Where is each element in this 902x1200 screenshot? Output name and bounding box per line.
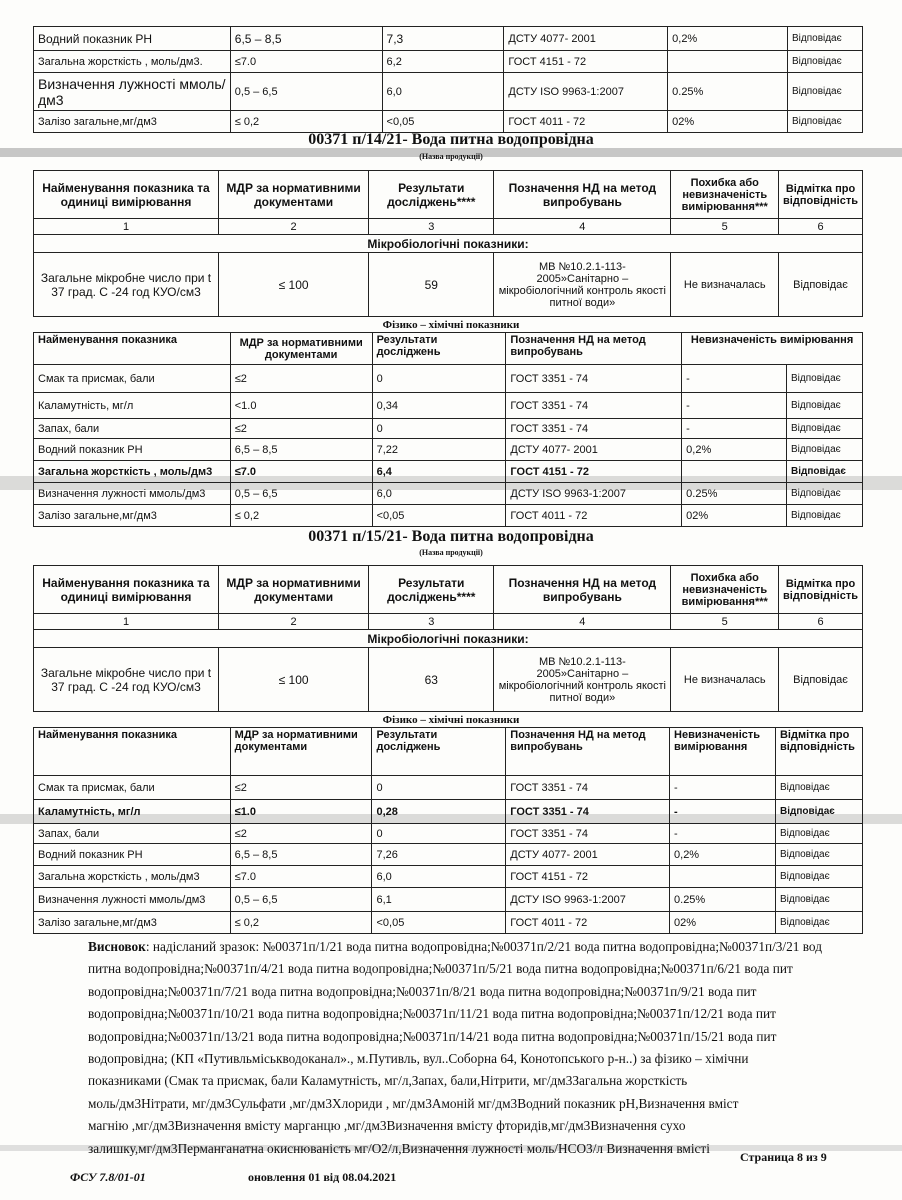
col-number: 3	[369, 614, 494, 630]
phys-label: Фізико – хімічні показники	[382, 714, 520, 726]
phys-table	[33, 332, 863, 527]
cell-mdr: <1.0	[230, 393, 372, 419]
table-row	[34, 888, 863, 912]
conclusion-line-text: : надісланий зразок: №00371п/1/21 вода питна водопровідна;№00371п/2/21 вода питна водопровідна;№00371п/3/21 вод	[145, 939, 822, 954]
cell-uncert: 0.25%	[682, 483, 787, 505]
cell-mark: Відповідає	[775, 776, 862, 800]
cell-uncert: -	[682, 365, 787, 393]
cell-name: Визначення лужності ммоль/дм3	[34, 888, 231, 912]
cell-mdr: 0,5 – 6,5	[230, 888, 372, 912]
cell-mdr: ≤ 0,2	[230, 111, 382, 133]
cell-mark: Відповідає	[787, 419, 863, 439]
cell-result: 6,1	[372, 888, 506, 912]
header-cell: Невизначеність вимірювання	[682, 333, 863, 365]
conclusion-line: магнію ,мг/дм3Визначення вмісту марганцю ,мг/дм3Визначення вмісту фторидів,мг/дм3Визначення сухо	[88, 1118, 686, 1134]
table-row	[34, 824, 863, 844]
cell-uncert: 0,2%	[682, 439, 787, 461]
cell-result: 6,0	[372, 866, 506, 888]
main-results-table	[33, 565, 863, 712]
header-cell: Похибка або невизначеність вимірювання***	[671, 566, 779, 614]
table-header-row	[34, 171, 863, 219]
cell-name: Залізо загальне,мг/дм3	[34, 912, 231, 934]
header-cell: МДР за нормативними документами	[230, 333, 372, 365]
cell-result: 0,28	[372, 800, 506, 824]
cell-mdr: ≤2	[230, 419, 372, 439]
table-row	[34, 461, 863, 483]
cell-mark: Відповідає	[787, 505, 863, 527]
conclusion-line: водопровідна; (КП «Путивльміськводоканал»., м.Путивль, вул..Соборна 64, Конотопського р-н..) за фізико – хімічни	[88, 1051, 749, 1067]
cell-mdr: ≤7.0	[230, 461, 372, 483]
cell-result: <0,05	[372, 912, 506, 934]
cell-name: Залізо загальне,мг/дм3	[34, 505, 231, 527]
cell-method: ГОСТ 3351 - 74	[506, 365, 682, 393]
cell-name: Загальне мікробне число при t 37 град. С -24 год КУО/см3	[34, 648, 219, 712]
cell-mark: Відповідає	[787, 51, 862, 73]
cell-method: ГОСТ 4151 - 72	[506, 461, 682, 483]
cell-result: 7,3	[382, 27, 504, 51]
header-cell: Найменування показника	[34, 728, 231, 776]
cell-mdr: ≤ 0,2	[230, 912, 372, 934]
page-number: Страница 8 из 9	[740, 1150, 827, 1164]
section-label-row	[34, 235, 863, 253]
cell-uncert: Не визначалась	[671, 648, 779, 712]
cell-result: 0	[372, 365, 506, 393]
cell-method: ДСТУ ISO 9963-1:2007	[506, 483, 682, 505]
table-row	[34, 439, 863, 461]
table-row	[34, 866, 863, 888]
header-cell: Результати досліджень****	[369, 566, 494, 614]
cell-result: 7,26	[372, 844, 506, 866]
main-results-table	[33, 170, 863, 317]
cell-mark: Відповідає	[787, 365, 863, 393]
header-cell: МДР за нормативними документами	[230, 728, 372, 776]
cell-mark: Відповідає	[787, 27, 862, 51]
section-subtitle: (Назва продукції)	[419, 548, 483, 557]
conclusion-label: Висновок	[88, 939, 146, 954]
cell-uncert: Не визначалась	[671, 253, 779, 317]
cell-mdr: ≤2	[230, 824, 372, 844]
cell-mdr: ≤7.0	[230, 51, 382, 73]
cell-mark: Відповідає	[779, 253, 863, 317]
header-cell: Відмітка про відповідність	[779, 566, 863, 614]
col-number: 2	[219, 219, 369, 235]
cell-mark: Відповідає	[775, 800, 862, 824]
conclusion-line: водопровідна;№00371п/7/21 вода питна водопровідна;№00371п/8/21 вода питна водопровідна;№00371п/9/21 вода пит	[88, 983, 757, 999]
cell-result: 0	[372, 824, 506, 844]
cell-mdr: 0,5 – 6,5	[230, 73, 382, 111]
cell-name: Залізо загальне,мг/дм3	[34, 111, 231, 133]
table-row	[34, 27, 863, 51]
header-cell: Найменування показника	[34, 333, 231, 365]
cell-name: Загальна жорсткість , моль/дм3	[34, 866, 231, 888]
header-cell: Результати досліджень	[372, 333, 506, 365]
table-header-row	[34, 728, 863, 776]
col-number: 6	[779, 614, 863, 630]
cell-uncert: -	[682, 393, 787, 419]
cell-name: Загальне мікробне число при t 37 град. С -24 год КУО/см3	[34, 253, 219, 317]
cell-uncert: 0,2%	[668, 27, 788, 51]
col-number: 2	[219, 614, 369, 630]
cell-method: ГОСТ 4151 - 72	[504, 51, 668, 73]
cell-mark: Відповідає	[775, 824, 862, 844]
col-number: 6	[779, 219, 863, 235]
cell-result: 59	[369, 253, 494, 317]
col-number: 4	[494, 219, 671, 235]
cell-method: ГОСТ 3351 - 74	[506, 824, 670, 844]
header-cell: Відмітка про відповідність	[779, 171, 863, 219]
cell-mark: Відповідає	[787, 439, 863, 461]
cell-name: Визначення лужності ммоль/дм3	[34, 483, 231, 505]
cell-uncert	[670, 866, 776, 888]
cell-uncert: 02%	[682, 505, 787, 527]
cell-mark: Відповідає	[775, 844, 862, 866]
cell-name: Смак та присмак, бали	[34, 776, 231, 800]
header-cell: Невизначеність вимірювання	[670, 728, 776, 776]
header-cell: Позначення НД на метод випробувань	[506, 728, 670, 776]
conclusion-line: залишку,мг/дм3Перманганатна окиснюваність мг/О2/л,Визначення лужності моль/НСО3/л Визначення вмісті	[88, 1140, 710, 1156]
cell-mdr: ≤1.0	[230, 800, 372, 824]
table-row	[34, 483, 863, 505]
cell-mark: Відповідає	[775, 866, 862, 888]
cell-uncert: -	[670, 776, 776, 800]
header-cell: МДР за нормативними документами	[219, 171, 369, 219]
cell-uncert	[668, 51, 788, 73]
table-row	[34, 505, 863, 527]
cell-method: ДСТУ 4077- 2001	[506, 439, 682, 461]
section-title: 00371 п/15/21- Вода питна водопровідна	[308, 528, 594, 545]
cell-method: ГОСТ 4011 - 72	[506, 912, 670, 934]
cell-uncert: 0,2%	[670, 844, 776, 866]
header-cell: МДР за нормативними документами	[219, 566, 369, 614]
cell-mdr: ≤ 0,2	[230, 505, 372, 527]
cell-mdr: 6,5 – 8,5	[230, 844, 372, 866]
cell-method: ГОСТ 3351 - 74	[506, 393, 682, 419]
cell-result: 7,22	[372, 439, 506, 461]
form-code: ФСУ 7.8/01-01	[70, 1170, 146, 1184]
col-number: 3	[369, 219, 494, 235]
update-note: оновлення 01 від 08.04.2021	[248, 1170, 397, 1184]
cell-result: 63	[369, 648, 494, 712]
cell-mdr: 6,5 – 8,5	[230, 27, 382, 51]
cell-result: 6,4	[372, 461, 506, 483]
cell-mdr: ≤ 100	[219, 253, 369, 317]
cell-name: Загальна жорсткість , моль/дм3.	[34, 51, 231, 73]
table-row	[34, 73, 863, 111]
cell-name: Запах, бали	[34, 419, 231, 439]
header-cell: Позначення НД на метод випробувань	[494, 171, 671, 219]
header-cell: Результати досліджень	[372, 728, 506, 776]
top-results-table	[33, 26, 863, 133]
cell-uncert: -	[682, 419, 787, 439]
table-row	[34, 253, 863, 317]
conclusion-text	[88, 936, 868, 1160]
table-row	[34, 419, 863, 439]
column-number-row	[34, 614, 863, 630]
cell-uncert: 0.25%	[670, 888, 776, 912]
cell-name: Водний показник РН	[34, 439, 231, 461]
header-cell: Похибка або невизначеність вимірювання***	[671, 171, 779, 219]
conclusion-line: показниками (Смак та присмак, бали Каламутність, мг/л,Запах, бали,Нітрити, мг/дм3Загальна жорсткість	[88, 1073, 688, 1089]
cell-name: Запах, бали	[34, 824, 231, 844]
cell-mark: Відповідає	[787, 483, 863, 505]
header-cell: Результати досліджень****	[369, 171, 494, 219]
table-row	[34, 912, 863, 934]
cell-name: Водний показник РН	[34, 844, 231, 866]
cell-uncert: -	[670, 824, 776, 844]
cell-mark: Відповідає	[787, 393, 863, 419]
table-row	[34, 648, 863, 712]
cell-result: 0	[372, 419, 506, 439]
cell-uncert: 02%	[668, 111, 788, 133]
col-number: 4	[494, 614, 671, 630]
table-row	[34, 365, 863, 393]
cell-mdr: ≤2	[230, 776, 372, 800]
cell-mdr: ≤7.0	[230, 866, 372, 888]
micro-label: Мікробіологічні показники:	[34, 630, 863, 648]
header-cell: Позначення НД на метод випробувань	[494, 566, 671, 614]
cell-uncert	[682, 461, 787, 483]
phys-table	[33, 727, 863, 934]
cell-mdr: 6,5 – 8,5	[230, 439, 372, 461]
phys-label: Фізико – хімічні показники	[382, 319, 520, 331]
cell-name: Загальна жорсткість , моль/дм3	[34, 461, 231, 483]
cell-method: МВ №10.2.1-113-2005»Санітарно – мікробіологічний контроль якості питної води»	[494, 253, 671, 317]
table-header-row	[34, 333, 863, 365]
table-row	[34, 111, 863, 133]
cell-method: ДСТУ 4077- 2001	[506, 844, 670, 866]
cell-method: ДСТУ ISO 9963-1:2007	[504, 73, 668, 111]
table-row	[34, 393, 863, 419]
table-row	[34, 844, 863, 866]
header-cell: Позначення НД на метод випробувань	[506, 333, 682, 365]
cell-name: Смак та присмак, бали	[34, 365, 231, 393]
cell-method: МВ №10.2.1-113-2005»Санітарно – мікробіологічний контроль якості питної води»	[494, 648, 671, 712]
col-number: 1	[34, 219, 219, 235]
cell-result: 6,0	[372, 483, 506, 505]
cell-result: 0,34	[372, 393, 506, 419]
conclusion-line: питна водопровідна;№00371п/4/21 вода питна водопровідна;№00371п/5/21 вода питна водопровідна;№00371п/6/21 вода пит	[88, 961, 793, 977]
column-number-row	[34, 219, 863, 235]
cell-name: Визначення лужності ммоль/дм3	[34, 73, 231, 111]
cell-mark: Відповідає	[779, 648, 863, 712]
cell-result: 0	[372, 776, 506, 800]
cell-method: ДСТУ ISO 9963-1:2007	[506, 888, 670, 912]
cell-mark: Відповідає	[775, 912, 862, 934]
cell-result: 6,0	[382, 73, 504, 111]
table-row	[34, 51, 863, 73]
table-row	[34, 776, 863, 800]
cell-uncert: 0.25%	[668, 73, 788, 111]
cell-mdr: ≤2	[230, 365, 372, 393]
conclusion-line: водопровідна;№00371п/13/21 вода питна водопровідна;№00371п/14/21 вода питна водопровідна;№00371п/15/21 вода пит	[88, 1028, 777, 1044]
cell-name: Водний показник РН	[34, 27, 231, 51]
header-cell: Відмітка про відповідність	[775, 728, 862, 776]
table-header-row	[34, 566, 863, 614]
cell-mdr: 0,5 – 6,5	[230, 483, 372, 505]
header-cell: Найменування показника та одиниці вимірювання	[34, 171, 219, 219]
header-cell: Найменування показника та одиниці вимірювання	[34, 566, 219, 614]
cell-name: Каламутність, мг/л	[34, 393, 231, 419]
cell-method: ГОСТ 4011 - 72	[504, 111, 668, 133]
cell-result: <0,05	[382, 111, 504, 133]
conclusion-line: моль/дм3Нітрати, мг/дм3Сульфати ,мг/дм3Хлориди , мг/дм3Амоній мг/дм3Водний показник рН,Визначення вміст	[88, 1095, 739, 1111]
cell-mark: Відповідає	[787, 461, 863, 483]
cell-mark: Відповідає	[787, 73, 862, 111]
cell-result: 6,2	[382, 51, 504, 73]
micro-label: Мікробіологічні показники:	[34, 235, 863, 253]
cell-mark: Відповідає	[787, 111, 862, 133]
cell-method: ГОСТ 4011 - 72	[506, 505, 682, 527]
col-number: 1	[34, 614, 219, 630]
cell-method: ДСТУ 4077- 2001	[504, 27, 668, 51]
cell-method: ГОСТ 4151 - 72	[506, 866, 670, 888]
section-subtitle: (Назва продукції)	[419, 152, 483, 161]
col-number: 5	[671, 614, 779, 630]
cell-uncert: 02%	[670, 912, 776, 934]
cell-mark: Відповідає	[775, 888, 862, 912]
cell-uncert: -	[670, 800, 776, 824]
table-row	[34, 800, 863, 824]
section-label-row	[34, 630, 863, 648]
cell-method: ГОСТ 3351 - 74	[506, 419, 682, 439]
cell-result: <0,05	[372, 505, 506, 527]
col-number: 5	[671, 219, 779, 235]
cell-method: ГОСТ 3351 - 74	[506, 776, 670, 800]
cell-method: ГОСТ 3351 - 74	[506, 800, 670, 824]
cell-mdr: ≤ 100	[219, 648, 369, 712]
conclusion-line: водопровідна;№00371п/10/21 вода питна водопровідна;№00371п/11/21 вода питна водопровідна;№00371п/12/21 вода пит	[88, 1006, 776, 1022]
section-title: 00371 п/14/21- Вода питна водопровідна	[308, 131, 594, 148]
conclusion-line	[88, 936, 868, 958]
cell-name: Каламутність, мг/л	[34, 800, 231, 824]
